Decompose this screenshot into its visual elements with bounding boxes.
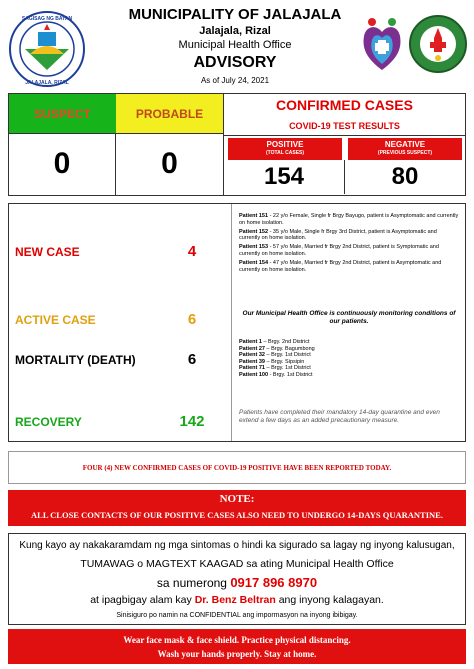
mortality-list [239,339,315,379]
active-case-note: Our Municipal Health Office is continuously monitoring conditions of our patients. [242,310,456,325]
list-item: Patient 71 – Brgy. 1st District [239,365,311,372]
positive-label: POSITIVE [266,140,304,149]
positive-label-box [228,138,342,160]
contact-line-3: sa numerong 0917 896 8970 [156,575,318,590]
advisory-date: As of July 24, 2021 [200,76,270,85]
contact-info [8,533,466,625]
contact-line-2: TUMAWAG o MAGTEXT KAAGAD sa ating Municipal Health Office [80,558,394,570]
health-office-seal-icon [408,14,468,74]
quarantine-note [8,490,466,526]
footer-reminder [8,629,466,664]
recovery-value: 142 [179,413,205,430]
suspect-value: 0 [53,147,71,180]
list-item: Patient 100 - Brgy. 1st District [239,371,313,378]
positive-sublabel: (TOTAL CASES) [265,150,305,156]
new-case-note: Patient 152 - 35 y/o Male, Single fr Brgy 3rd District, patient is Asymptomatic and currently on home isolation. [239,228,437,242]
list-item: Patient 1 – Brgy. 2nd District [239,339,310,345]
header [0,0,474,92]
case-summary-table [8,93,466,196]
municipal-seal-icon [8,10,86,88]
negative-value: 80 [391,163,419,190]
confidentiality-note: Sinisiguro po namin na CONFIDENTIAL ang impormasyon na inyong ibibigay. [116,612,358,619]
list-item: Patient 27 – Brgy. Bagumbong [239,345,315,352]
active-case-value: 6 [187,311,197,328]
column-divider [231,204,232,441]
probable-value: 0 [161,147,178,180]
province-subtitle: Jalajala, Rizal [199,25,271,37]
contact-line-1: Kung kayo ay nakakaramdam ng mga sintomas o hindi ka sigurado sa lagay ng inyong kalusugan, [19,540,455,551]
new-case-value: 4 [187,243,197,260]
negative-label-box [348,138,462,160]
phone-number[interactable]: 0917 896 8970 [230,575,318,590]
footer-line-2: Wash your hands properly. Stay at home. [157,649,317,659]
new-case-note: Patient 151 - 22 y/o Female, Single fr Brgy Bayugo, patient is Asymptomatic and currently on home isolation. [239,213,459,226]
confirmed-title: CONFIRMED CASES [276,97,413,113]
mortality-label: MORTALITY (DEATH) [15,353,136,367]
list-item: Patient 39 – Brgy. Sipsipin [239,358,305,365]
municipality-title: MUNICIPALITY OF JALAJALA [128,6,342,23]
case-details-table [8,203,466,442]
doctor-name: Dr. Benz Beltran [194,594,276,606]
advisory-title: ADVISORY [193,54,277,71]
health-logo-icon [360,14,404,74]
positive-value: 154 [224,160,345,194]
recovery-label: RECOVERY [15,415,82,429]
new-case-label: NEW CASE [15,245,80,259]
confirmed-column [224,94,465,195]
seal-text-top: SAGISAG NG BAYAN [21,16,73,22]
negative-sublabel: (PREVIOUS SUSPECT) [377,150,433,156]
contact-line-4: at ipagbigay alam kay Dr. Benz Beltran ang inyong kalagayan. [90,594,384,606]
negative-label: NEGATIVE [384,140,426,149]
probable-column [116,94,224,195]
recovery-note: Patients have completed their mandatory 14-day quarantine and even extend a few days as an added precautionary measure. [239,409,440,424]
seal-text-bottom: JALAJALA, RIZAL [25,80,69,86]
office-name: Municipal Health Office [178,39,292,51]
suspect-label: SUSPECT [9,94,116,134]
list-item: Patient 32 – Brgy. 1st District [239,352,311,359]
note-text: ALL CLOSE CONTACTS OF OUR POSITIVE CASES ALSO NEED TO UNDERGO 14-DAYS QUARANTINE. [31,510,443,520]
footer-line-1: Wear face mask & face shield. Practice physical distancing. [123,635,351,645]
probable-label: PROBABLE [116,94,223,134]
note-title: NOTE: [219,493,255,505]
new-case-notes [239,213,459,275]
new-case-note: Patient 153 - 57 y/o Male, Married fr Brgy 2nd District, patient is Symptomatic and currently on home isolation. [239,244,439,257]
test-results-subtitle: COVID-19 TEST RESULTS [224,116,465,136]
active-case-label: ACTIVE CASE [15,313,96,327]
suspect-column [9,94,116,195]
new-case-note: Patient 154 - 47 y/o Male, Married fr Brgy 2nd District, patient is Asymptomatic and currently on home isolation. [239,259,442,273]
new-cases-banner: FOUR (4) NEW CONFIRMED CASES OF COVID-19 POSITIVE HAVE BEEN REPORTED TODAY. [8,451,466,484]
mortality-value: 6 [187,351,197,368]
